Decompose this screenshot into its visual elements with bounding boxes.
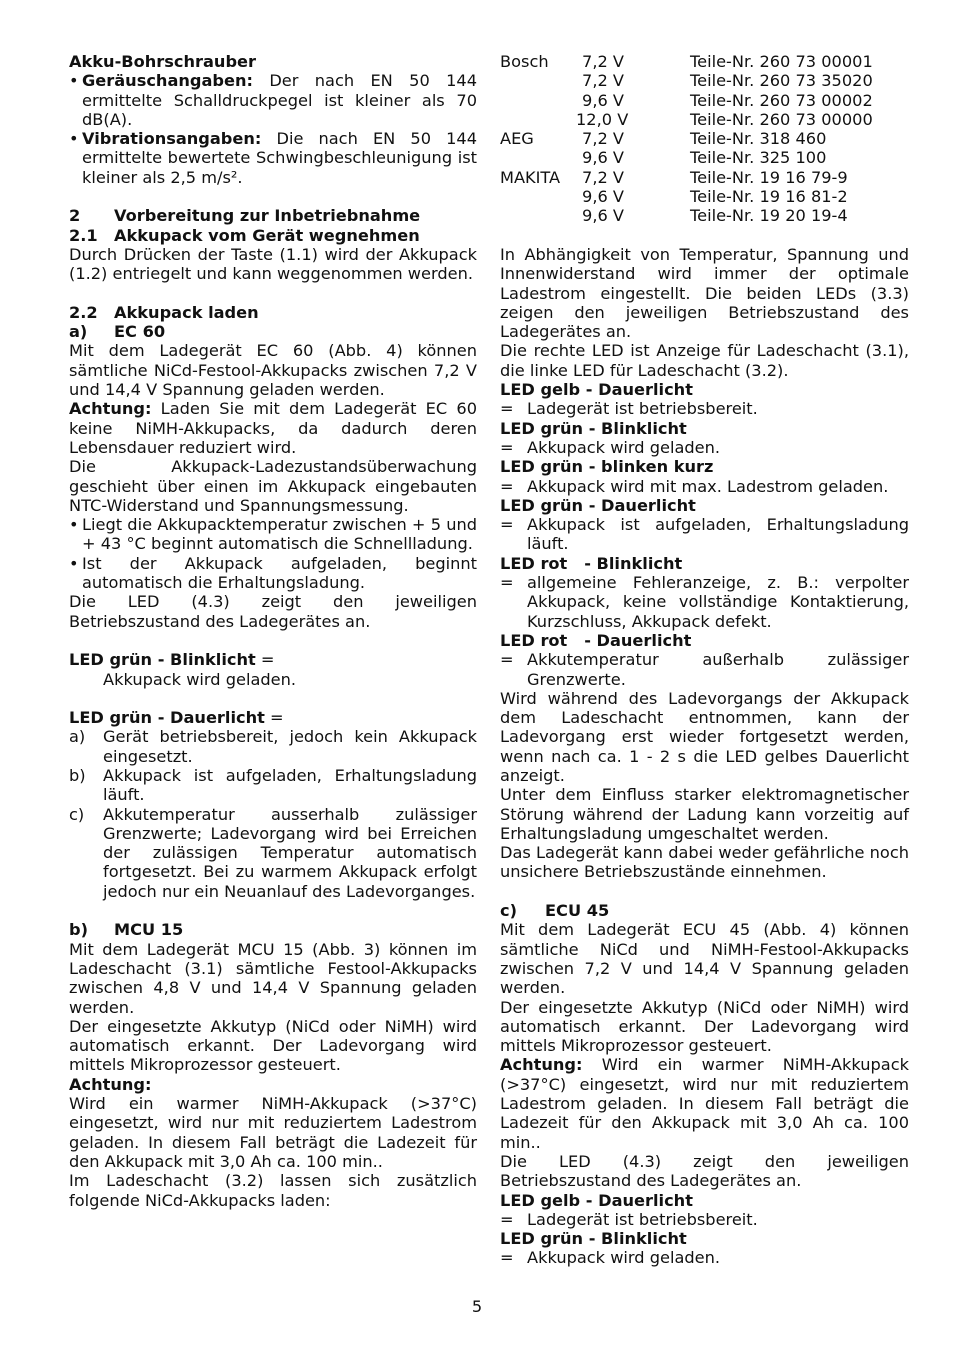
table-row (500, 148, 873, 167)
heading-ecu45: c) ECU 45 (500, 901, 610, 921)
brand-cell (500, 148, 576, 167)
right-column (500, 52, 909, 1268)
voltage-cell (576, 148, 690, 167)
table-row (500, 206, 873, 225)
part-number-cell: Teile-Nr. 19 20 19-4 (690, 206, 848, 226)
led-state-text: = Akkupack wird mit max. Ladestrom geladen. (500, 476, 889, 496)
paragraph: Die rechte LED ist Anzeige für Ladeschacht (3.1), die linke LED für Ladeschacht (3.2). (500, 341, 909, 380)
brand-cell (500, 91, 576, 110)
voltage-value: 9,6 V (582, 90, 624, 110)
paragraph: Im Ladeschacht (3.2) lassen sich zusätzlich folgende NiCd-Akkupacks laden: (69, 1171, 477, 1210)
bullet-item: • Ist der Akkupack aufgeladen, beginnt automatisch die Erhaltungsladung. (69, 553, 477, 593)
bullet-item: • Liegt die Akkupacktemperatur zwischen + 5 und + 43 °C beginnt automatisch die Schnellladung. (69, 515, 477, 554)
led-state-label: LED gelb - Dauerlicht (500, 380, 693, 400)
led-state-label: LED grün - Dauerlicht (500, 495, 696, 515)
part-number-cell: Teile-Nr. 260 73 00002 (690, 90, 873, 110)
brand-cell: Bosch (500, 52, 549, 71)
table-row (500, 110, 873, 129)
led-state-label: LED rot - Blinklicht (500, 553, 683, 573)
paragraph: Mit dem Ladegerät EC 60 (Abb. 4) können sämtliche NiCd-Festool-Akkupacks zwischen 7,2 V und 14,4 V Spannung geladen werden. (69, 341, 477, 400)
led-state-text: = Ladegerät ist betriebsbereit. (500, 399, 758, 419)
warning-paragraph: Achtung: Laden Sie mit dem Ladegerät EC 60 keine NiMH-Akkupacks, da dadurch deren Lebensdauer reduziert wird. (69, 399, 477, 457)
voltage-cell (576, 52, 690, 71)
brand-cell: AEG (500, 129, 534, 149)
led-state-text: = Akkupack ist aufgeladen, Erhaltungsladung läuft. (500, 515, 909, 554)
bullet-icon: • (69, 553, 79, 573)
led-state-text: Akkupack wird geladen. (103, 669, 297, 689)
voltage-cell (576, 91, 690, 110)
bullet-text: Der nach EN 50 144 ermittelte Schalldruckpegel ist kleiner als 70 dB(A). (82, 71, 477, 129)
heading-2-1: 2.1 Akkupack vom Gerät wegnehmen (69, 225, 420, 245)
bullet-noise (69, 71, 477, 129)
warning-paragraph: Achtung: Wird ein warmer NiMH-Akkupack (>37°C) eingesetzt, wird nur mit reduziertem Ladestrom geladen. In diesem Fall beträgt die Ladezeit für den Akkupack mit 3,0 Ah ca. 100 min.. (500, 1055, 909, 1152)
led-state-label: LED grün - Blinklicht (500, 418, 687, 438)
paragraph: Wird während des Ladevorgangs der Akkupack dem Ladeschacht entnommen, kann der Ladevorgang erst wieder fortgesetzt werden, wenn nach ca. 1 - 2 s die LED gelbes Dauerlicht anzeigt. (500, 688, 909, 785)
voltage-value: 7,2 V (582, 52, 624, 71)
part-number-cell: Teile-Nr. 19 16 79-9 (690, 167, 848, 187)
heading-mcu15: b) MCU 15 (69, 920, 184, 940)
page-number: 5 (471, 1297, 483, 1316)
led-state-label: LED grün - Dauerlicht = (69, 708, 284, 728)
paragraph: Der eingesetzte Akkutyp (NiCd oder NiMH) wird automatisch erkannt. Der Ladevorgang wird mittels Mikroprozessor gesteuert. (500, 997, 909, 1056)
table-row (500, 168, 873, 187)
voltage-cell (576, 168, 690, 187)
parts-table (500, 52, 873, 226)
paragraph: Der eingesetzte Akkutyp (NiCd oder NiMH) wird automatisch erkannt. Der Ladevorgang wird mittels Mikroprozessor gesteuert. (69, 1016, 477, 1075)
voltage-value: 9,6 V (582, 206, 624, 226)
bullet-icon: • (69, 71, 79, 91)
table-row (500, 129, 873, 148)
part-number-cell: Teile-Nr. 19 16 81-2 (690, 187, 848, 207)
led-state-label: LED rot - Dauerlicht (500, 630, 692, 650)
table-row (500, 91, 873, 110)
led-state-text: = Akkupack wird geladen. (500, 437, 721, 457)
paragraph: Durch Drücken der Taste (1.1) wird der Akkupack (1.2) entriegelt und kann weggenommen werden. (69, 244, 477, 284)
voltage-value: 7,2 V (582, 71, 624, 91)
bullet-icon: • (69, 129, 79, 149)
list-item: b) Akkupack ist aufgeladen, Erhaltungsladung läuft. (69, 765, 477, 805)
led-state-label: LED grün - Blinklicht = (69, 650, 275, 670)
voltage-value: 9,6 V (582, 187, 624, 207)
brand-cell: MAKITA (500, 167, 561, 187)
voltage-value: 9,6 V (582, 148, 624, 168)
heading-2: 2 Vorbereitung zur Inbetriebnahme (69, 206, 421, 226)
part-number-cell: Teile-Nr. 260 73 00000 (690, 109, 873, 129)
paragraph: Wird ein warmer NiMH-Akkupack (>37°C) eingesetzt, wird nur mit reduziertem Ladestrom geladen. In diesem Fall beträgt die Ladezeit für den Akkupack mit 3,0 Ah ca. 100 min.. (69, 1094, 477, 1171)
left-column (69, 52, 477, 1210)
paragraph: Die LED (4.3) zeigt den jeweiligen Betriebszustand des Ladegerätes an. (500, 1151, 909, 1191)
list-item: a) Gerät betriebsbereit, jedoch kein Akkupack eingesetzt. (69, 727, 477, 766)
table-row (500, 187, 873, 206)
voltage-value: 7,2 V (582, 129, 624, 149)
brand-cell (500, 110, 576, 129)
list-item: c) Akkutemperatur ausserhalb zulässiger Grenzwerte; Ladevorgang wird bei Erreichen der zulässigen Temperatur automatisch fortgesetzt. Bei zu warmem Akkupack erfolgt jedoch nur ein Neuanlauf des Ladevorganges. (69, 804, 477, 901)
paragraph: Die Akkupack-Ladezustandsüberwachung geschieht über einen im Akkupack eingebauten NTC-Widerstand und Spannungsmessung. (69, 457, 477, 515)
part-number-cell: Teile-Nr. 318 460 (690, 129, 827, 149)
section-title: Akku-Bohrschrauber (69, 52, 257, 71)
heading-ec60: a) EC 60 (69, 322, 166, 342)
brand-cell (500, 71, 576, 90)
table-row (500, 52, 873, 71)
paragraph: Das Ladegerät kann dabei weder gefährliche noch unsichere Betriebszustände einnehmen. (500, 843, 909, 882)
warning-label: Achtung: (69, 1074, 152, 1094)
part-number-cell: Teile-Nr. 260 73 35020 (690, 71, 873, 91)
bullet-icon: • (69, 515, 79, 535)
part-number-cell: Teile-Nr. 260 73 00001 (690, 52, 873, 71)
voltage-cell (576, 71, 690, 90)
table-row (500, 71, 873, 90)
led-state-text: = Akkupack wird geladen. (500, 1248, 721, 1268)
bullet-label: Geräuschangaben: (82, 71, 253, 91)
bullet-label: Vibrationsangaben: (82, 129, 262, 149)
led-state-label: LED grün - Blinklicht (500, 1229, 687, 1249)
led-state-label: LED grün - blinken kurz (500, 457, 714, 477)
bullet-text: Die nach EN 50 144 ermittelte bewertete Schwingbeschleunigung ist kleiner als 2,5 m/s². (82, 129, 477, 187)
voltage-cell (576, 110, 690, 129)
led-state-text: = allgemeine Fehleranzeige, z. B.: verpolter Akkupack, keine vollständige Kontaktierung, Kurzschluss, Akkupack defekt. (500, 573, 909, 631)
voltage-cell (576, 187, 690, 206)
brand-cell (500, 206, 576, 225)
paragraph: Mit dem Ladegerät ECU 45 (Abb. 4) können sämtliche NiCd und NiMH-Festool-Akkupacks zwischen 7,2 V und 14,4 V Spannung geladen werden. (500, 920, 909, 998)
led-state-text: = Akkutemperatur außerhalb zulässiger Grenzwerte. (500, 650, 909, 689)
led-state-label: LED gelb - Dauerlicht (500, 1190, 693, 1210)
voltage-value: 7,2 V (582, 167, 624, 187)
voltage-value: 12,0 V (576, 109, 629, 129)
brand-cell (500, 187, 576, 206)
part-number-cell: Teile-Nr. 325 100 (690, 148, 827, 168)
led-state-text: = Ladegerät ist betriebsbereit. (500, 1209, 758, 1229)
paragraph: In Abhängigkeit von Temperatur, Spannung und Innenwiderstand wird immer der optimale Ladestrom eingestellt. Die beiden LEDs (3.3) zeigen den jeweiligen Betriebszustand des Ladegerätes an. (500, 244, 909, 342)
paragraph: Die LED (4.3) zeigt den jeweiligen Betriebszustand des Ladegerätes an. (69, 592, 477, 631)
paragraph: Unter dem Einfluss starker elektromagnetischer Störung während der Ladung kann vorzeitig auf Erhaltungsladung umgeschaltet werden. (500, 785, 909, 843)
voltage-cell (576, 129, 690, 148)
paragraph: Mit dem Ladegerät MCU 15 (Abb. 3) können im Ladeschacht (3.1) sämtliche Festool-Akkupacks zwischen 4,8 V und 14,4 V Spannung geladen werden. (69, 939, 477, 1017)
heading-2-2: 2.2 Akkupack laden (69, 302, 259, 322)
bullet-vibration (69, 129, 477, 187)
voltage-cell (576, 206, 690, 225)
